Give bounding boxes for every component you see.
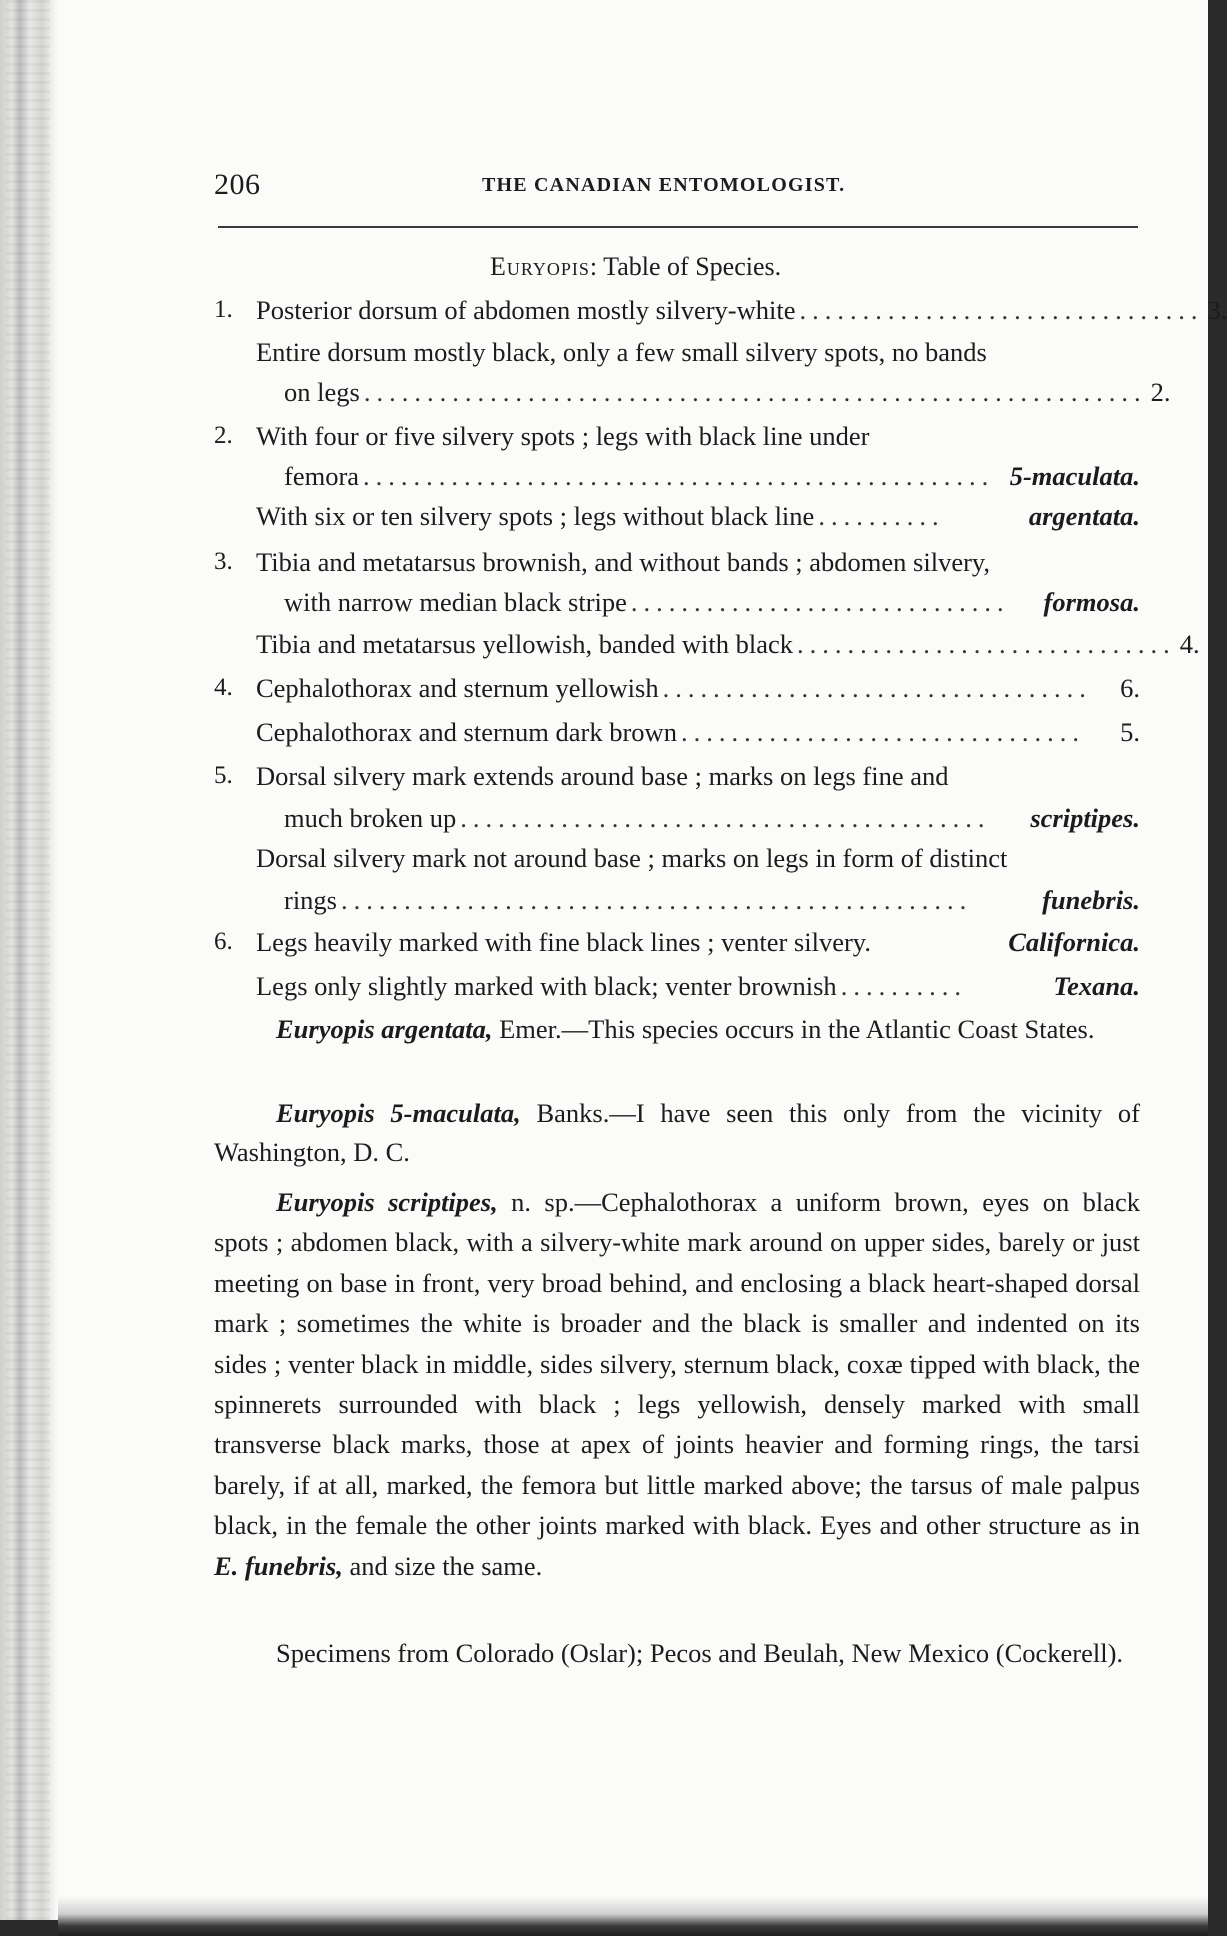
- key-ref: 5.: [1120, 717, 1140, 747]
- key-line: [256, 624, 1200, 664]
- key-line: [284, 798, 1140, 838]
- key-number: 2.: [214, 422, 233, 449]
- key-text: Tibia and metatarsus brownish, and without bands ; abdomen silvery,: [256, 547, 991, 577]
- key-title-rest: : Table of Species.: [589, 252, 782, 281]
- paragraph-text: Banks.—I have seen this only from the vicinity of Washington, D. C.: [214, 1098, 1141, 1168]
- key-text: femora: [284, 461, 360, 491]
- key-species-ref: funebris.: [1042, 885, 1140, 915]
- paragraph-text: Specimens from Colorado (Oslar); Pecos and Beulah, New Mexico (Cockerell).: [276, 1638, 1124, 1668]
- key-species-ref: formosa.: [1043, 587, 1140, 617]
- key-number: 3.: [214, 548, 233, 575]
- key-leader: ..........................................: [460, 803, 991, 833]
- page-header: [214, 168, 1144, 208]
- key-line: [214, 756, 1140, 796]
- key-line: [256, 966, 1140, 1006]
- key-text: With four or five silvery spots ; legs with black line under: [256, 421, 870, 451]
- key-number: 6.: [214, 928, 233, 955]
- key-text: on legs: [284, 377, 360, 407]
- header-rule: [218, 226, 1138, 228]
- key-text: Legs heavily marked with fine black lines ; venter silvery.: [256, 927, 871, 957]
- paragraph-text: n. sp.—Cephalothorax a uniform brown, eyes on black spots ; abdomen black, with a silvery-white mark around on upper sides, barely or just meeting on base in front, very broad behind, and enclosing a black heart-shaped dorsal mark ; sometimes the white is broader and the black is smaller and indented on its sides ; venter black in middle, sides silvery, sternum black, coxæ tipped with black, the spinnerets surrounded with black ; legs yellowish, densely marked with small transverse black marks, those at apex of joints heavier and forming rings, the tarsi barely, if at all, marked, the femora but little marked above; the tarsus of male palpus black, in the female the other joints marked with black. Eyes and other structure as in: [214, 1187, 1140, 1541]
- key-number: 4.: [214, 674, 233, 701]
- key-ref: 6.: [1120, 673, 1140, 703]
- key-line: [284, 456, 1140, 496]
- key-line: [284, 582, 1140, 622]
- key-number: 5.: [214, 762, 233, 789]
- key-text: Dorsal silvery mark extends around base ; marks on legs fine and: [256, 761, 949, 791]
- key-species-ref: Texana.: [1053, 971, 1140, 1001]
- key-line: [214, 416, 1140, 456]
- running-title: THE CANADIAN ENTOMOLOGIST.: [482, 174, 846, 196]
- key-line: [214, 542, 1140, 582]
- key-line: [214, 290, 1227, 330]
- key-ref: 3.: [1207, 295, 1227, 325]
- species-reference: E. funebris,: [214, 1550, 343, 1581]
- paragraph-argentata: [214, 1010, 1140, 1049]
- key-line: [284, 372, 1171, 412]
- key-leader: ..................................................: [341, 885, 973, 915]
- key-text: Tibia and metatarsus yellowish, banded with black: [256, 629, 794, 659]
- key-leader: ..........: [818, 501, 945, 531]
- species-name: Euryopis argentata,: [276, 1014, 493, 1044]
- key-title: [490, 252, 781, 282]
- key-line: [256, 712, 1140, 752]
- key-leader: ..............................................................: [363, 377, 1147, 407]
- key-line: [214, 922, 1140, 962]
- key-text: Legs only slightly marked with black; venter brownish: [256, 971, 837, 1001]
- key-line: [256, 332, 1140, 372]
- page-bottom-edge: [58, 1896, 1208, 1936]
- key-text: Entire dorsum mostly black, only a few small silvery spots, no bands: [256, 337, 987, 367]
- page-number: 206: [214, 168, 261, 201]
- key-species-ref: argentata.: [1028, 501, 1140, 531]
- key-species-ref: scriptipes.: [1030, 803, 1140, 833]
- key-number: 1.: [214, 296, 233, 323]
- key-line: [284, 880, 1140, 920]
- key-title-genus: Euryopis: [490, 252, 590, 281]
- paragraph-text: Emer.—This species occurs in the Atlantic Coast States.: [492, 1014, 1095, 1044]
- key-text: With six or ten silvery spots ; legs without black line: [256, 501, 815, 531]
- paragraph-text-end: and size the same.: [342, 1550, 543, 1581]
- key-leader: ................................: [680, 717, 1085, 747]
- key-line: [256, 496, 1140, 536]
- key-text: with narrow median black stripe: [284, 587, 627, 617]
- species-name: Euryopis 5-maculata,: [276, 1098, 521, 1128]
- key-text: Cephalothorax and sternum yellowish: [256, 673, 659, 703]
- key-text: Posterior dorsum of abdomen mostly silvery-white: [256, 295, 796, 325]
- key-line: [214, 668, 1140, 708]
- paragraph-specimens: [214, 1634, 1140, 1673]
- key-text: Cephalothorax and sternum dark brown: [256, 717, 677, 747]
- key-species-ref: 5-maculata.: [1009, 461, 1140, 491]
- key-leader: ..............................: [630, 587, 1010, 617]
- key-species-ref: Californica.: [1008, 927, 1140, 957]
- key-text: rings: [284, 885, 337, 915]
- key-leader: ..................................: [662, 673, 1092, 703]
- key-text: Dorsal silvery mark not around base ; marks on legs in form of distinct: [256, 843, 1008, 873]
- paragraph-5-maculata: [214, 1094, 1140, 1172]
- key-leader: ..................................................: [363, 461, 995, 491]
- book-binding-edge: [0, 0, 58, 1920]
- key-text: much broken up: [284, 803, 457, 833]
- key-leader: ................................: [799, 295, 1204, 325]
- paragraph-scriptipes: [214, 1182, 1140, 1586]
- key-ref: 2.: [1150, 377, 1171, 407]
- key-leader: ..............................: [797, 629, 1176, 659]
- key-ref: 4.: [1179, 629, 1200, 659]
- key-line: [256, 838, 1140, 878]
- species-name: Euryopis scriptipes,: [276, 1187, 498, 1217]
- key-leader: ..........: [840, 971, 967, 1001]
